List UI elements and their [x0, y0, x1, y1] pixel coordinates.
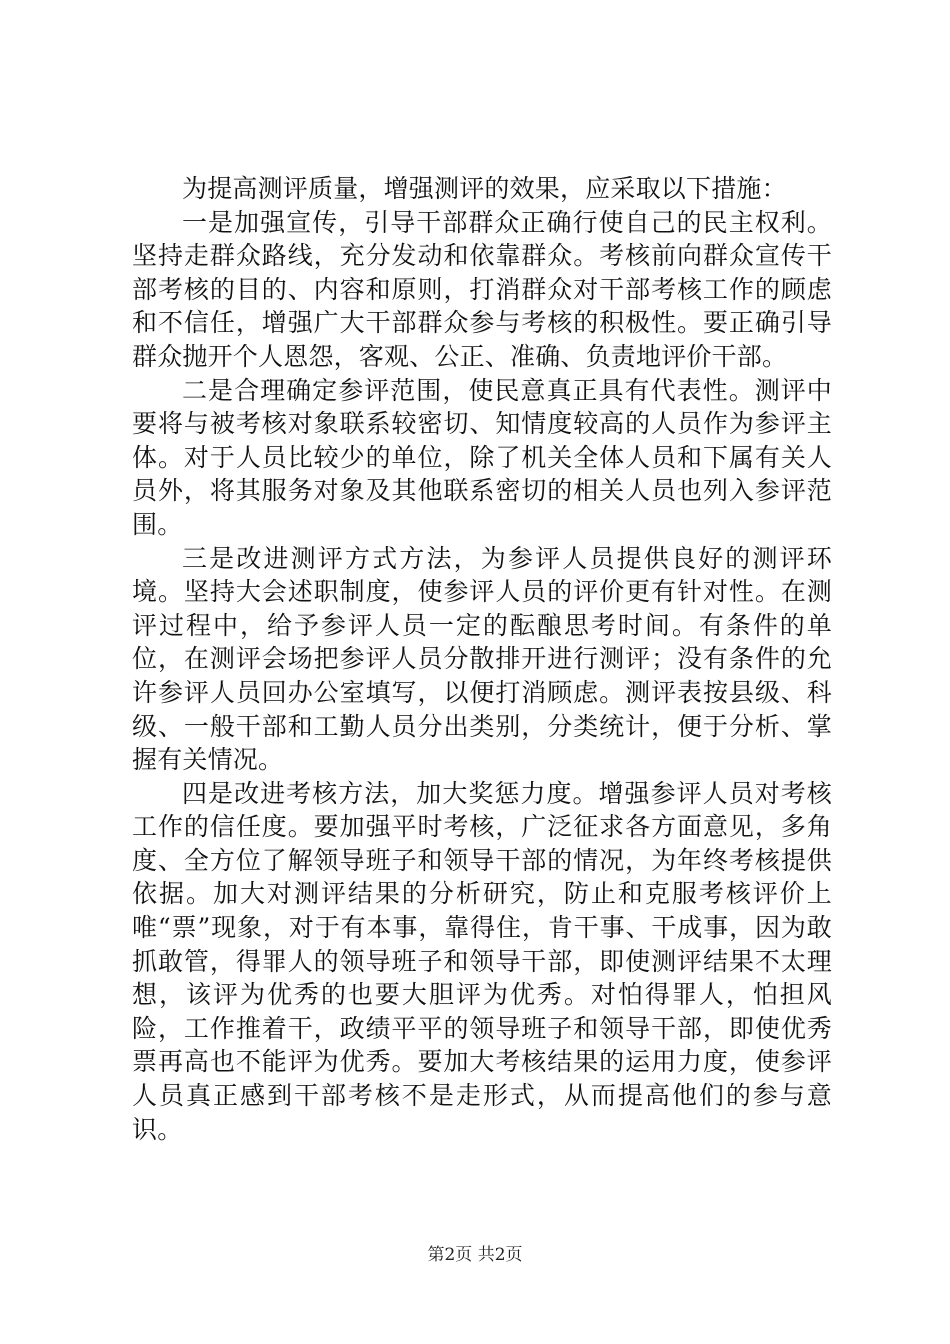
paragraph-measure-1: 一是加强宣传，引导干部群众正确行使自己的民主权利。坚持走群众路线，充分发动和依靠群众。考核前向群众宣传干部考核的目的、内容和原则，打消群众对干部考核工作的顾虑和不信任，增强广大干部群众参与考核的积极性。要正确引导群众抛开个人恩怨，客观、公正、准确、负责地评价干部。 [132, 207, 832, 371]
page-number-label: 第2页 共2页 [427, 1245, 523, 1265]
paragraph-measure-4: 四是改进考核方法，加大奖惩力度。增强参评人员对考核工作的信任度。要加强平时考核，广泛征求各方面意见，多角度、全方位了解领导班子和领导干部的情况，为年终考核提供依据。加大对测评结果的分析研究，防止和克服考核评价上唯“票”现象，对于有本事，靠得住，肯干事、干成事，因为敢抓敢管，得罪人的领导班子和领导干部，即使测评结果不太理想，该评为优秀的也要大胆评为优秀。对怕得罪人，怕担风险，工作推着干，政绩平平的领导班子和领导干部，即使优秀票再高也不能评为优秀。要加大考核结果的运用力度，使参评人员真正感到干部考核不是走形式，从而提高他们的参与意识。 [132, 778, 832, 1144]
page-footer [0, 1244, 950, 1266]
paragraph-measure-3: 三是改进测评方式方法，为参评人员提供良好的测评环境。坚持大会述职制度，使参评人员的评价更有针对性。在测评过程中，给予参评人员一定的酝酿思考时间。有条件的单位，在测评会场把参评人员分散排开进行测评；没有条件的允许参评人员回办公室填写，以便打消顾虑。测评表按县级、科级、一般干部和工勤人员分出类别，分类统计，便于分析、掌握有关情况。 [132, 543, 832, 775]
paragraph-measure-2: 二是合理确定参评范围，使民意真正具有代表性。测评中要将与被考核对象联系较密切、知情度较高的人员作为参评主体。对于人员比较少的单位，除了机关全体人员和下属有关人员外，将其服务对象及其他联系密切的相关人员也列入参评范围。 [132, 375, 832, 539]
paragraph-intro: 为提高测评质量，增强测评的效果，应采取以下措施： [182, 174, 787, 203]
document-body [132, 172, 832, 1146]
